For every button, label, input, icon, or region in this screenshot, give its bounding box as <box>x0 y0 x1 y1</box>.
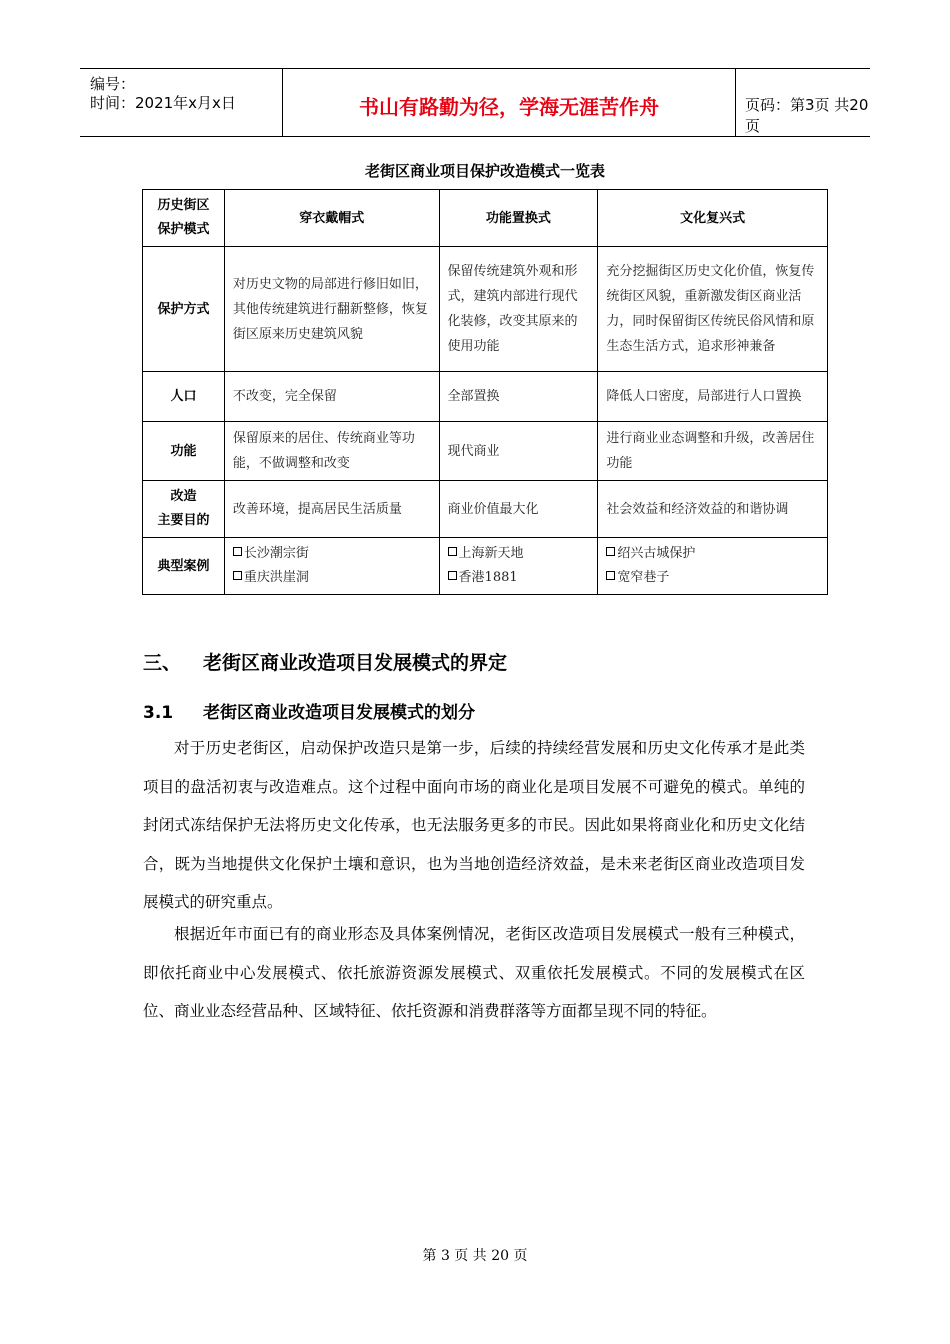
header-page-cell <box>735 69 870 136</box>
column-header-1: 穿衣戴帽式 <box>224 190 439 247</box>
table-cell: 全部置换 <box>439 372 598 422</box>
header-page-number: 页码：第3页 共20页 <box>745 96 869 135</box>
table-row <box>143 372 828 422</box>
table-cell: 对历史文物的局部进行修旧如旧，其他传统建筑进行翻新整修，恢复街区原来历史建筑风貌 <box>224 247 439 372</box>
table-cell: 现代商业 <box>439 422 598 481</box>
header-motto-cell <box>282 69 736 136</box>
column-header-2: 功能置换式 <box>439 190 598 247</box>
subsection-number: 3.1 <box>143 703 174 723</box>
header-meta <box>80 69 282 136</box>
body-paragraph: 根据近年市面已有的商业形态及具体案例情况，老街区改造项目发展模式一般有三种模式，即依托商业中心发展模式、依托旅游资源发展模式、双重依托发展模式。不同的发展模式在区位、商业业态经营品种、区域特征、依托资源和消费群落等方面都呈现不同的特征。 <box>143 925 805 1020</box>
case-cell <box>439 538 598 595</box>
table-row <box>143 422 828 481</box>
row-label: 保护方式 <box>143 247 225 372</box>
table-cell: 不改变，完全保留 <box>224 372 439 422</box>
table-row <box>143 538 828 595</box>
case-item: 重庆洪崖洞 <box>243 570 309 585</box>
row-label <box>143 481 225 538</box>
case-item: 上海新天地 <box>458 546 524 561</box>
section-heading <box>143 648 507 675</box>
table-cell: 进行商业业态调整和升级，改善居住功能 <box>598 422 828 481</box>
table-cell: 保留原来的居住、传统商业等功能，不做调整和改变 <box>224 422 439 481</box>
table-row <box>143 481 828 538</box>
row-label: 功能 <box>143 422 225 481</box>
subsection-title: 老街区商业改造项目发展模式的划分 <box>203 703 475 723</box>
checkbox-square-icon <box>606 571 615 580</box>
section-number: 三、 <box>143 652 182 674</box>
case-item: 长沙潮宗街 <box>243 546 309 561</box>
row-label-line-2: 主要目的 <box>157 513 210 528</box>
body-paragraph: 对于历史老街区，启动保护改造只是第一步，后续的持续经营发展和历史文化传承才是此类项目的盘活初衷与改造难点。这个过程中面向市场的商业化是项目发展不可避免的模式。单纯的封闭式冻结保护无法将历史文化传承，也无法服务更多的市民。因此如果将商业化和历史文化结合，既为当地提供文化保护土壤和意识，也为当地创造经济效益，是未来老街区商业改造项目发展模式的研究重点。 <box>143 739 805 911</box>
corner-line-2: 保护模式 <box>157 222 210 237</box>
case-item: 绍兴古城保护 <box>617 546 696 561</box>
checkbox-square-icon <box>448 571 457 580</box>
row-label: 人口 <box>143 372 225 422</box>
table-cell: 社会效益和经济效益的和谐协调 <box>598 481 828 538</box>
table-cell: 降低人口密度，局部进行人口置换 <box>598 372 828 422</box>
corner-line-1: 历史街区 <box>157 198 210 213</box>
table-row <box>143 247 828 372</box>
checkbox-square-icon <box>233 571 242 580</box>
section-title: 老街区商业改造项目发展模式的界定 <box>203 652 508 674</box>
table-cell: 充分挖掘街区历史文化价值，恢复传统街区风貌，重新激发街区商业活力，同时保留街区传统民俗风情和原生态生活方式，追求形神兼备 <box>598 247 828 372</box>
subsection-heading <box>143 698 475 723</box>
case-item: 宽窄巷子 <box>617 570 670 585</box>
row-label: 典型案例 <box>143 538 225 595</box>
row-label-line-1: 改造 <box>170 489 197 504</box>
document-time-label: 时间：2021年x月x日 <box>90 94 236 112</box>
case-item: 香港1881 <box>458 570 518 585</box>
table-header-row <box>143 190 828 247</box>
checkbox-square-icon <box>233 547 242 556</box>
table-cell: 商业价值最大化 <box>439 481 598 538</box>
table-title: 老街区商业项目保护改造模式一览表 <box>364 162 605 180</box>
case-cell <box>224 538 439 595</box>
table-cell: 改善环境，提高居民生活质量 <box>224 481 439 538</box>
column-header-3: 文化复兴式 <box>598 190 828 247</box>
checkbox-square-icon <box>606 547 615 556</box>
table-corner-header <box>143 190 225 247</box>
header-motto: 书山有路勤为径，学海无涯苦作舟 <box>359 95 659 119</box>
table-cell: 保留传统建筑外观和形式，建筑内部进行现代化装修，改变其原来的使用功能 <box>439 247 598 372</box>
protection-mode-table <box>142 189 828 595</box>
checkbox-square-icon <box>448 547 457 556</box>
document-number-label: 编号： <box>90 75 136 93</box>
page-footer: 第 3 页 共 20 页 <box>422 1248 528 1264</box>
page-header <box>80 68 870 137</box>
case-cell <box>598 538 828 595</box>
